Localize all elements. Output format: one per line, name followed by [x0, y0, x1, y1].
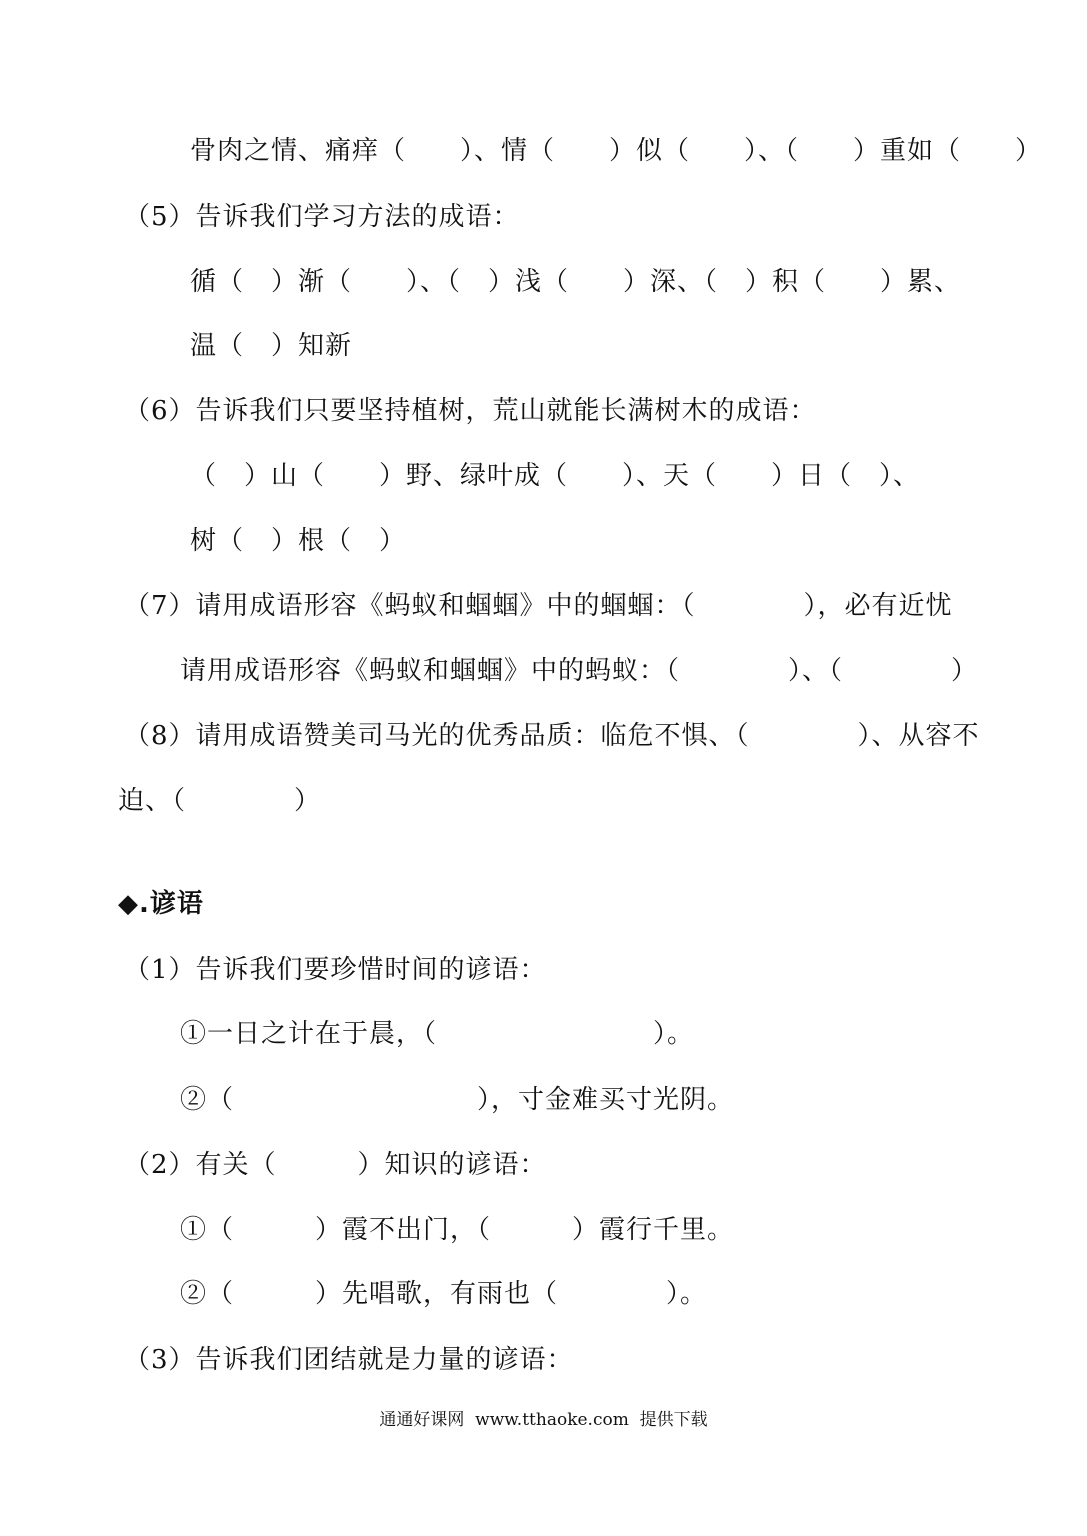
- proverb-question-1-item-1: ①一日之计在于晨，（ ）。: [180, 1019, 695, 1049]
- proverb-question-2-item-1: ①（ ）霞不出门，（ ）霞行千里。: [180, 1215, 735, 1245]
- question-8-line-2: 迫、（ ）: [118, 786, 322, 816]
- question-8-line-1: （8）请用成语赞美司马光的优秀品质：临危不惧、（ ）、从容不: [124, 721, 980, 751]
- question-5-title: （5）告诉我们学习方法的成语：: [124, 202, 520, 232]
- question-7-line-1: （7）请用成语形容《蚂蚁和蝈蝈》中的蝈蝈：（ ），必有近忧: [124, 591, 953, 621]
- proverb-question-1-title: （1）告诉我们要珍惜时间的谚语：: [124, 955, 547, 985]
- question-6-line-1: （ ）山（ ）野、绿叶成（ ）、天（ ）日（ ）、: [190, 461, 921, 491]
- proverb-question-3-title: （3）告诉我们团结就是力量的谚语：: [124, 1345, 574, 1375]
- idiom-line-family: 骨肉之情、痛痒（ ）、情（ ）似（ ）、（ ）重如（ ）: [190, 136, 1043, 166]
- proverb-question-2-item-2: ②（ ）先唱歌，有雨也（ ）。: [180, 1279, 708, 1309]
- proverb-question-2-title: （2）有关（ ）知识的谚语：: [124, 1150, 547, 1180]
- question-6-line-2: 树（ ）根（ ）: [190, 526, 407, 556]
- proverb-question-1-item-2: ②（ ），寸金难买寸光阴。: [180, 1085, 735, 1115]
- question-5-line-2: 温（ ）知新: [190, 331, 353, 361]
- question-7-line-2: 请用成语形容《蚂蚁和蝈蝈》中的蚂蚁：（ ）、（ ）: [180, 656, 979, 686]
- question-6-title: （6）告诉我们只要坚持植树，荒山就能长满树木的成语：: [124, 396, 817, 426]
- question-5-line-1: 循（ ）渐（ ）、（ ）浅（ ）深、（ ）积（ ）累、: [190, 267, 962, 297]
- section-heading-proverbs: ◆.谚语: [118, 889, 204, 919]
- page-footer: 通通好课网 www.tthaoke.com 提供下载: [379, 1410, 708, 1430]
